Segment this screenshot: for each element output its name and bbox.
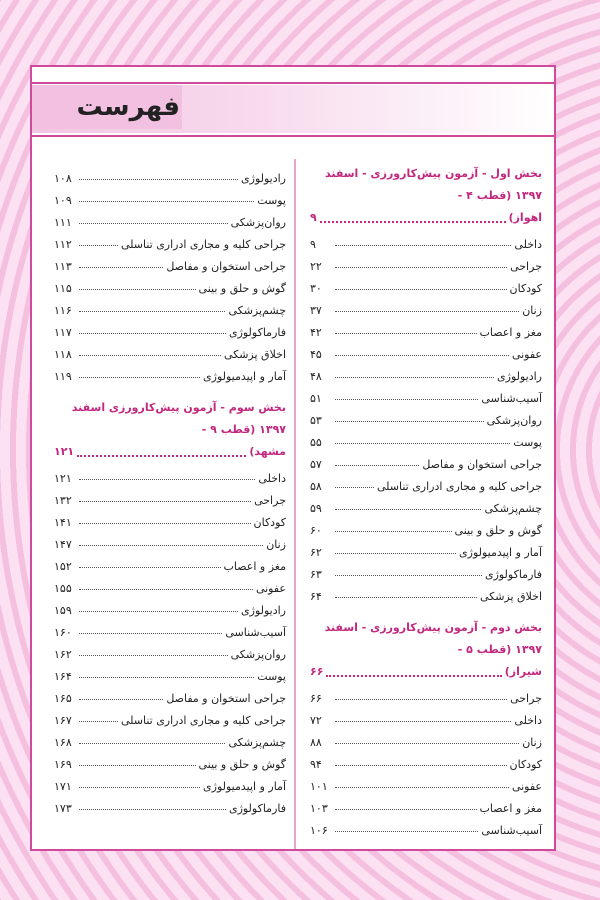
toc-entry-label: آسیب‌شناسی — [481, 392, 542, 405]
toc-entry-page: ۱۱۲ — [54, 238, 72, 251]
section-title-cont: اهواز) — [508, 211, 542, 224]
toc-entry-page: ۵۷ — [310, 458, 322, 471]
toc-entry-page: ۴۵ — [310, 348, 322, 361]
column-divider — [294, 159, 296, 849]
section-title: بخش اول - آزمون پیش‌کارورزی - اسفند ۱۳۹۷ (قطب ۴ - — [324, 167, 542, 202]
toc-entry-page: ۱۴۱ — [54, 516, 72, 529]
toc-entry-page: ۱۷۱ — [54, 780, 72, 793]
toc-entry[interactable] — [310, 771, 542, 793]
toc-entry-label: چشم‌پزشکی — [484, 502, 542, 515]
toc-entry-label: مغز و اعصاب — [223, 560, 286, 573]
toc-entry[interactable] — [310, 537, 542, 559]
toc-section-heading[interactable] — [54, 397, 286, 463]
toc-entry[interactable] — [54, 273, 286, 295]
dot-leader — [335, 721, 511, 722]
toc-list — [54, 463, 286, 815]
toc-entry-label: جراحی استخوان و مفاصل — [166, 692, 286, 705]
toc-entry-label: جراحی کلیه و مجاری ادراری تناسلی — [120, 238, 286, 251]
dot-leader — [79, 179, 238, 180]
toc-entry-page: ۶۰ — [310, 524, 322, 537]
section-title: بخش سوم - آزمون پیش‌کارورزی اسفند ۱۳۹۷ (قطب ۹ - — [71, 401, 286, 436]
section-title: بخش دوم - آزمون پیش‌کارورزی - اسفند ۱۳۹۷ (قطب ۵ - — [324, 621, 542, 656]
toc-list — [310, 229, 542, 603]
dot-leader — [335, 531, 452, 532]
dot-leader — [335, 743, 519, 744]
toc-section-heading[interactable] — [310, 163, 542, 229]
toc-entry-page: ۹۴ — [310, 758, 322, 771]
toc-entry-label: رادیولوژی — [241, 172, 286, 185]
toc-entry-page: ۱۱۱ — [54, 216, 72, 229]
toc-entry-page: ۱۱۶ — [54, 304, 72, 317]
toc-entry-label: آسیب‌شناسی — [481, 824, 542, 837]
toc-entry-page: ۶۴ — [310, 590, 322, 603]
dot-leader — [79, 311, 225, 312]
document-page — [30, 65, 556, 851]
toc-entry-label: اخلاق پزشکی — [479, 590, 542, 603]
dot-leader — [79, 743, 225, 744]
dot-leader — [79, 589, 253, 590]
toc-entry-label: زنان — [266, 538, 286, 551]
toc-entry-label: جراحی کلیه و مجاری ادراری تناسلی — [376, 480, 542, 493]
toc-entry-page: ۱۶۵ — [54, 692, 72, 705]
toc-entry-label: جراحی استخوان و مفاصل — [422, 458, 542, 471]
dot-leader — [335, 377, 494, 378]
toc-entry-label: داخلی — [258, 472, 286, 485]
dot-leader — [335, 597, 477, 598]
dot-leader — [335, 245, 511, 246]
toc-entry-label: فارماکولوژی — [228, 802, 286, 815]
toc-entry-label: پوست — [257, 194, 286, 207]
dot-leader — [79, 201, 254, 202]
toc-entry-label: اخلاق پزشکی — [223, 348, 286, 361]
section-title-cont: شیراز) — [504, 665, 542, 678]
dot-leader — [79, 721, 118, 722]
toc-entry[interactable] — [54, 639, 286, 661]
dot-leader — [335, 553, 456, 554]
toc-entry-page: ۱۴۷ — [54, 538, 72, 551]
toc-entry-label: مغز و اعصاب — [479, 802, 542, 815]
toc-entry-page: ۱۳۲ — [54, 494, 72, 507]
toc-entry-label: چشم‌پزشکی — [228, 736, 286, 749]
dot-leader — [335, 289, 507, 290]
toc-entry-page: ۲۲ — [310, 260, 322, 273]
toc-entry[interactable] — [54, 661, 286, 683]
toc-entry[interactable] — [54, 529, 286, 551]
dot-leader — [79, 677, 254, 678]
dot-leader — [79, 523, 251, 524]
toc-entry-label: عفونی — [511, 348, 542, 361]
toc-entry-page: ۱۰۳ — [310, 802, 328, 815]
dot-leader — [335, 443, 510, 444]
toc-entry-label: پوست — [257, 670, 286, 683]
toc-entry-label: جراحی — [510, 260, 542, 273]
header-bottom-rule — [32, 135, 554, 137]
dot-leader — [79, 479, 255, 480]
toc-entry-label: جراحی — [510, 692, 542, 705]
toc-entry[interactable] — [54, 749, 286, 771]
dot-leader — [320, 221, 506, 223]
dot-leader — [79, 245, 118, 246]
dot-leader — [79, 355, 221, 356]
toc-entry-label: فارماکولوژی — [484, 568, 542, 581]
toc-entry-label: جراحی — [254, 494, 286, 507]
toc-entry-label: آمار و اپیدمیولوژی — [203, 370, 286, 383]
toc-entry[interactable] — [310, 449, 542, 471]
toc-entry[interactable] — [310, 295, 542, 317]
toc-entry-page: ۶۲ — [310, 546, 322, 559]
toc-column-left — [54, 163, 286, 815]
toc-entry-label: گوش و حلق و بینی — [198, 282, 286, 295]
toc-entry[interactable] — [310, 251, 542, 273]
toc-entry[interactable] — [310, 339, 542, 361]
toc-column-right — [310, 163, 542, 837]
toc-entry-label: جراحی استخوان و مفاصل — [166, 260, 286, 273]
toc-entry-page: ۶۶ — [310, 692, 322, 705]
toc-entry-page: ۱۶۲ — [54, 648, 72, 661]
toc-entry[interactable] — [310, 427, 542, 449]
toc-entry[interactable] — [54, 361, 286, 383]
toc-entry[interactable] — [54, 339, 286, 361]
toc-entry-label: روان‌پزشکی — [230, 216, 286, 229]
dot-leader — [335, 787, 509, 788]
toc-entry[interactable] — [54, 463, 286, 485]
dot-leader — [79, 333, 226, 334]
dot-leader — [77, 455, 246, 457]
toc-entry[interactable] — [310, 793, 542, 815]
toc-entry[interactable] — [54, 163, 286, 185]
toc-entry-label: داخلی — [514, 238, 542, 251]
toc-entry[interactable] — [310, 727, 542, 749]
toc-entry-label: گوش و حلق و بینی — [454, 524, 542, 537]
toc-entry-label: جراحی کلیه و مجاری ادراری تناسلی — [120, 714, 286, 727]
toc-entry-page: ۱۰۶ — [310, 824, 328, 837]
toc-entry[interactable] — [310, 229, 542, 251]
toc-entry[interactable] — [310, 749, 542, 771]
toc-entry[interactable] — [310, 493, 542, 515]
toc-entry[interactable] — [54, 573, 286, 595]
dot-leader — [79, 501, 251, 502]
toc-section-heading[interactable] — [310, 617, 542, 683]
toc-entry-label: داخلی — [514, 714, 542, 727]
toc-entry-page: ۱۲۱ — [54, 472, 72, 485]
dot-leader — [335, 399, 478, 400]
dot-leader — [79, 267, 163, 268]
toc-entry[interactable] — [54, 551, 286, 573]
toc-entry-page: ۵۱ — [310, 392, 322, 405]
toc-entry-page: ۳۰ — [310, 282, 322, 295]
toc-entry[interactable] — [310, 515, 542, 537]
toc-entry[interactable] — [54, 295, 286, 317]
toc-entry-page: ۳۷ — [310, 304, 322, 317]
toc-entry-page: ۱۶۹ — [54, 758, 72, 771]
toc-entry-page: ۹ — [310, 238, 316, 251]
toc-entry[interactable] — [310, 273, 542, 295]
toc-entry[interactable] — [54, 507, 286, 529]
toc-entry-label: روان‌پزشکی — [230, 648, 286, 661]
toc-entry-page: ۴۸ — [310, 370, 322, 383]
toc-list — [310, 683, 542, 837]
toc-entry-label: زنان — [522, 736, 542, 749]
toc-entry-page: ۴۲ — [310, 326, 322, 339]
toc-entry[interactable] — [54, 617, 286, 639]
dot-leader — [335, 465, 419, 466]
toc-list — [54, 163, 286, 383]
toc-entry-page: ۱۱۸ — [54, 348, 72, 361]
dot-leader — [335, 267, 507, 268]
dot-leader — [335, 487, 374, 488]
toc-entry-page: ۸۸ — [310, 736, 322, 749]
toc-entry[interactable] — [310, 405, 542, 427]
toc-entry-label: آسیب‌شناسی — [225, 626, 286, 639]
dot-leader — [79, 809, 226, 810]
toc-entry[interactable] — [54, 485, 286, 507]
dot-leader — [79, 611, 238, 612]
toc-entry-page: ۱۶۰ — [54, 626, 72, 639]
toc-entry-page: ۵۳ — [310, 414, 322, 427]
toc-entry-page: ۱۶۴ — [54, 670, 72, 683]
dot-leader — [335, 765, 507, 766]
dot-leader — [79, 633, 222, 634]
toc-entry-page: ۵۹ — [310, 502, 322, 515]
toc-entry-label: مغز و اعصاب — [479, 326, 542, 339]
toc-entry-page: ۱۱۵ — [54, 282, 72, 295]
toc-entry[interactable] — [54, 185, 286, 207]
toc-entry-page: ۱۱۷ — [54, 326, 72, 339]
toc-entry-page: ۱۰۱ — [310, 780, 328, 793]
dot-leader — [335, 809, 477, 810]
dot-leader — [79, 699, 163, 700]
section-title-cont: مشهد) — [249, 445, 286, 458]
toc-entry[interactable] — [54, 771, 286, 793]
toc-entry-label: کودکان — [509, 282, 542, 295]
toc-entry-page: ۱۷۳ — [54, 802, 72, 815]
dot-leader — [79, 567, 221, 568]
section-page-number: ۶۶ — [310, 665, 324, 678]
dot-leader — [335, 699, 507, 700]
toc-entry-label: رادیولوژی — [241, 604, 286, 617]
dot-leader — [335, 355, 509, 356]
section-page-number: ۹ — [310, 211, 317, 224]
dot-leader — [79, 377, 200, 378]
toc-entry[interactable] — [310, 683, 542, 705]
section-page-number: ۱۲۱ — [54, 445, 75, 458]
toc-entry-page: ۱۱۹ — [54, 370, 72, 383]
toc-entry[interactable] — [54, 727, 286, 749]
toc-entry[interactable] — [54, 229, 286, 251]
dot-leader — [335, 333, 477, 334]
toc-entry[interactable] — [54, 251, 286, 273]
toc-entry-label: کودکان — [509, 758, 542, 771]
toc-entry[interactable] — [310, 705, 542, 727]
toc-entry-label: عفونی — [255, 582, 286, 595]
toc-entry-label: آمار و اپیدمیولوژی — [203, 780, 286, 793]
toc-entry-page: ۱۰۹ — [54, 194, 72, 207]
toc-entry-page: ۱۵۹ — [54, 604, 72, 617]
dot-leader — [335, 421, 484, 422]
dot-leader — [79, 545, 263, 546]
page-title: فهرست — [76, 92, 180, 122]
toc-entry[interactable] — [54, 595, 286, 617]
header-top-rule — [32, 82, 554, 84]
dot-leader — [335, 831, 478, 832]
dot-leader — [79, 787, 200, 788]
toc-entry[interactable] — [54, 317, 286, 339]
dot-leader — [79, 223, 228, 224]
toc-entry[interactable] — [54, 683, 286, 705]
dot-leader — [79, 289, 196, 290]
toc-entry-label: آمار و اپیدمیولوژی — [459, 546, 542, 559]
toc-entry[interactable] — [54, 793, 286, 815]
toc-entry[interactable] — [310, 559, 542, 581]
toc-entry-label: فارماکولوژی — [228, 326, 286, 339]
toc-entry-page: ۵۸ — [310, 480, 322, 493]
toc-entry[interactable] — [310, 361, 542, 383]
dot-leader — [335, 575, 482, 576]
toc-entry-label: رادیولوژی — [497, 370, 542, 383]
toc-entry-page: ۱۰۸ — [54, 172, 72, 185]
toc-entry-page: ۱۱۳ — [54, 260, 72, 273]
toc-entry-page: ۱۶۷ — [54, 714, 72, 727]
toc-entry-page: ۱۵۲ — [54, 560, 72, 573]
toc-entry-page: ۷۲ — [310, 714, 322, 727]
toc-entry[interactable] — [310, 471, 542, 493]
toc-entry[interactable] — [310, 317, 542, 339]
dot-leader — [79, 655, 228, 656]
toc-entry-label: چشم‌پزشکی — [228, 304, 286, 317]
toc-entry-label: زنان — [522, 304, 542, 317]
toc-entry[interactable] — [310, 383, 542, 405]
toc-entry[interactable] — [310, 581, 542, 603]
toc-entry[interactable] — [54, 207, 286, 229]
toc-entry-label: گوش و حلق و بینی — [198, 758, 286, 771]
toc-entry[interactable] — [54, 705, 286, 727]
toc-entry-page: ۱۶۸ — [54, 736, 72, 749]
toc-entry-label: روان‌پزشکی — [486, 414, 542, 427]
dot-leader — [79, 765, 196, 766]
dot-leader — [335, 311, 519, 312]
toc-entry-label: پوست — [513, 436, 542, 449]
dot-leader — [335, 509, 481, 510]
toc-entry-page: ۶۳ — [310, 568, 322, 581]
toc-entry-label: عفونی — [511, 780, 542, 793]
dot-leader — [326, 675, 501, 677]
toc-entry[interactable] — [310, 815, 542, 837]
toc-entry-label: کودکان — [253, 516, 286, 529]
toc-entry-page: ۵۵ — [310, 436, 322, 449]
toc-entry-page: ۱۵۵ — [54, 582, 72, 595]
